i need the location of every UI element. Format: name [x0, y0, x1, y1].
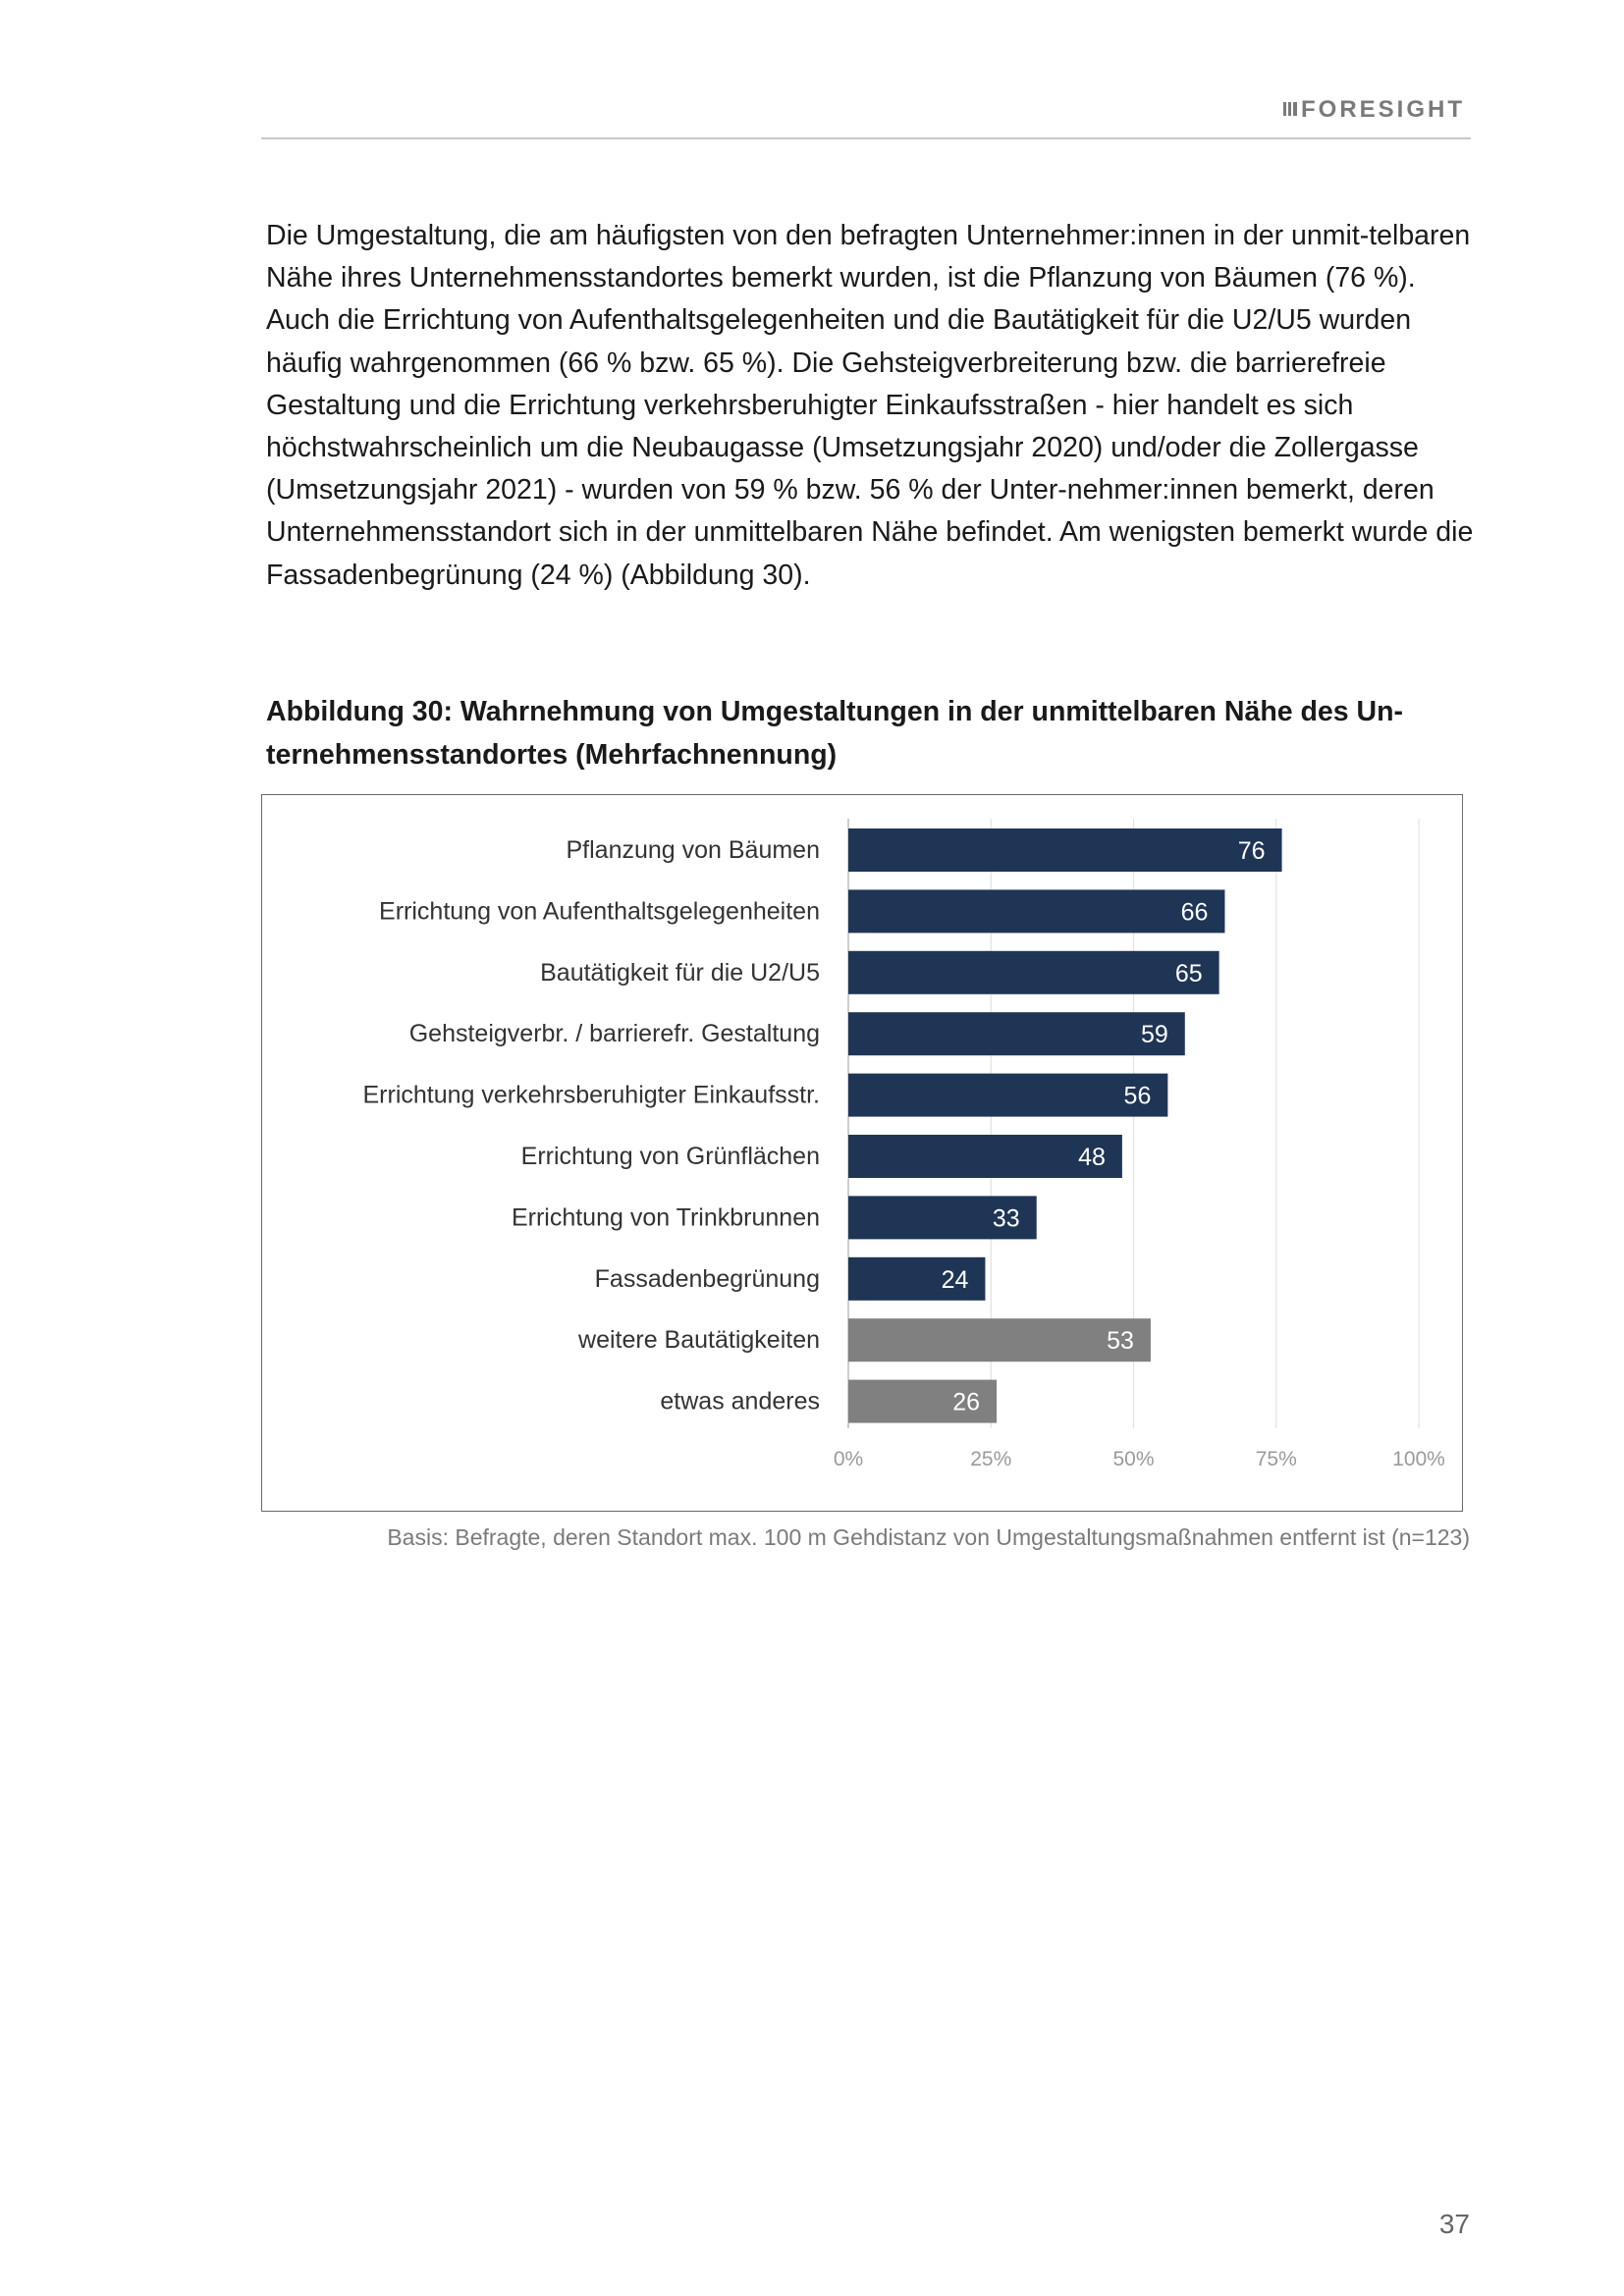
category-label: etwas anderes: [660, 1387, 820, 1415]
chart-frame: [261, 794, 1463, 1512]
data-label: 48: [1078, 1144, 1106, 1171]
data-label: 76: [1237, 837, 1266, 865]
data-label: 33: [992, 1204, 1020, 1233]
data-label: 53: [1107, 1327, 1134, 1356]
category-label: Pflanzung von Bäumen: [566, 836, 820, 864]
page-number: 37: [1438, 2209, 1470, 2239]
data-label: 65: [1174, 959, 1203, 988]
x-tick-label: 25%: [970, 1448, 1012, 1470]
bar: [848, 889, 1224, 933]
bar: [848, 828, 1282, 872]
logo-text: FORESIGHT: [1300, 96, 1465, 123]
data-label: 24: [941, 1265, 969, 1294]
category-label: Bautätigkeit für die U2/U5: [540, 958, 820, 987]
x-tick-label: 0%: [833, 1448, 864, 1470]
foresight-logo: [1283, 96, 1465, 124]
bar: [848, 1012, 1185, 1055]
category-label: Errichtung von Grünflächen: [520, 1143, 820, 1170]
body-paragraph: Die Umgestaltung, die am häufigsten von den befragten Unternehmer:innen in der unmit-telbaren Nähe ihres Unternehmensstandortes bemerkt wurden, ist die Pflanzung von Bäumen (76 %). Auch die Errichtung von Aufenthaltsgelegenheiten und die Bautätigkeit für die U2/U5 wurden häufig wahrgenommen (66 % bzw. 65 %). Die Gehsteigverbreiterung bzw. die barrierefreie Gestaltung und die Errichtung verkehrsberuhigter Einkaufsstraßen - hier handelt es sich höchstwahrscheinlich um die Neubaugasse (Umsetzungsjahr 2020) und/oder die Zollergasse (Umsetzungsjahr 2021) - wurden von 59 % bzw. 56 % der Unter-nehmer:innen bemerkt, deren Unternehmensstandort sich in der unmittelbaren Nähe befindet. Am wenigsten bemerkt wurde die Fassadenbegrünung (24 %) (Abbildung 30).: [266, 220, 1474, 591]
data-label: 66: [1180, 898, 1209, 927]
page-header: [261, 96, 1471, 139]
category-label: Errichtung verkehrsberuhigter Einkaufsstr.: [362, 1081, 820, 1109]
data-label: 56: [1123, 1082, 1152, 1110]
category-label: Fassadenbegrünung: [594, 1264, 820, 1293]
data-label: 26: [952, 1388, 981, 1416]
logo-bars-icon: [1283, 102, 1297, 116]
category-label: Errichtung von Aufenthaltsgelegenheiten: [379, 897, 820, 926]
x-tick-label: 75%: [1255, 1448, 1297, 1470]
bar: [848, 1318, 1151, 1362]
figure-title: Abbildung 30: Wahrnehmung von Umgestaltungen in der unmittelbaren Nähe des Un-ternehmensstandortes (Mehrfachnennung): [266, 696, 1404, 771]
category-label: weitere Bautätigkeiten: [578, 1326, 820, 1355]
category-label: Errichtung von Trinkbrunnen: [511, 1203, 820, 1232]
x-tick-label: 100%: [1392, 1448, 1445, 1470]
bar: [848, 951, 1219, 994]
chart-basis-note: Basis: Befragte, deren Standort max. 100 m Gehdistanz von Umgestaltungsmaßnahmen entfernt ist (n=123): [387, 1524, 1470, 1550]
bar: [848, 1074, 1167, 1117]
data-label: 59: [1140, 1021, 1168, 1049]
bar-chart: [262, 795, 1462, 1511]
category-label: Gehsteigverbr. / barrierefr. Gestaltung: [408, 1020, 820, 1048]
x-tick-label: 50%: [1112, 1448, 1155, 1470]
